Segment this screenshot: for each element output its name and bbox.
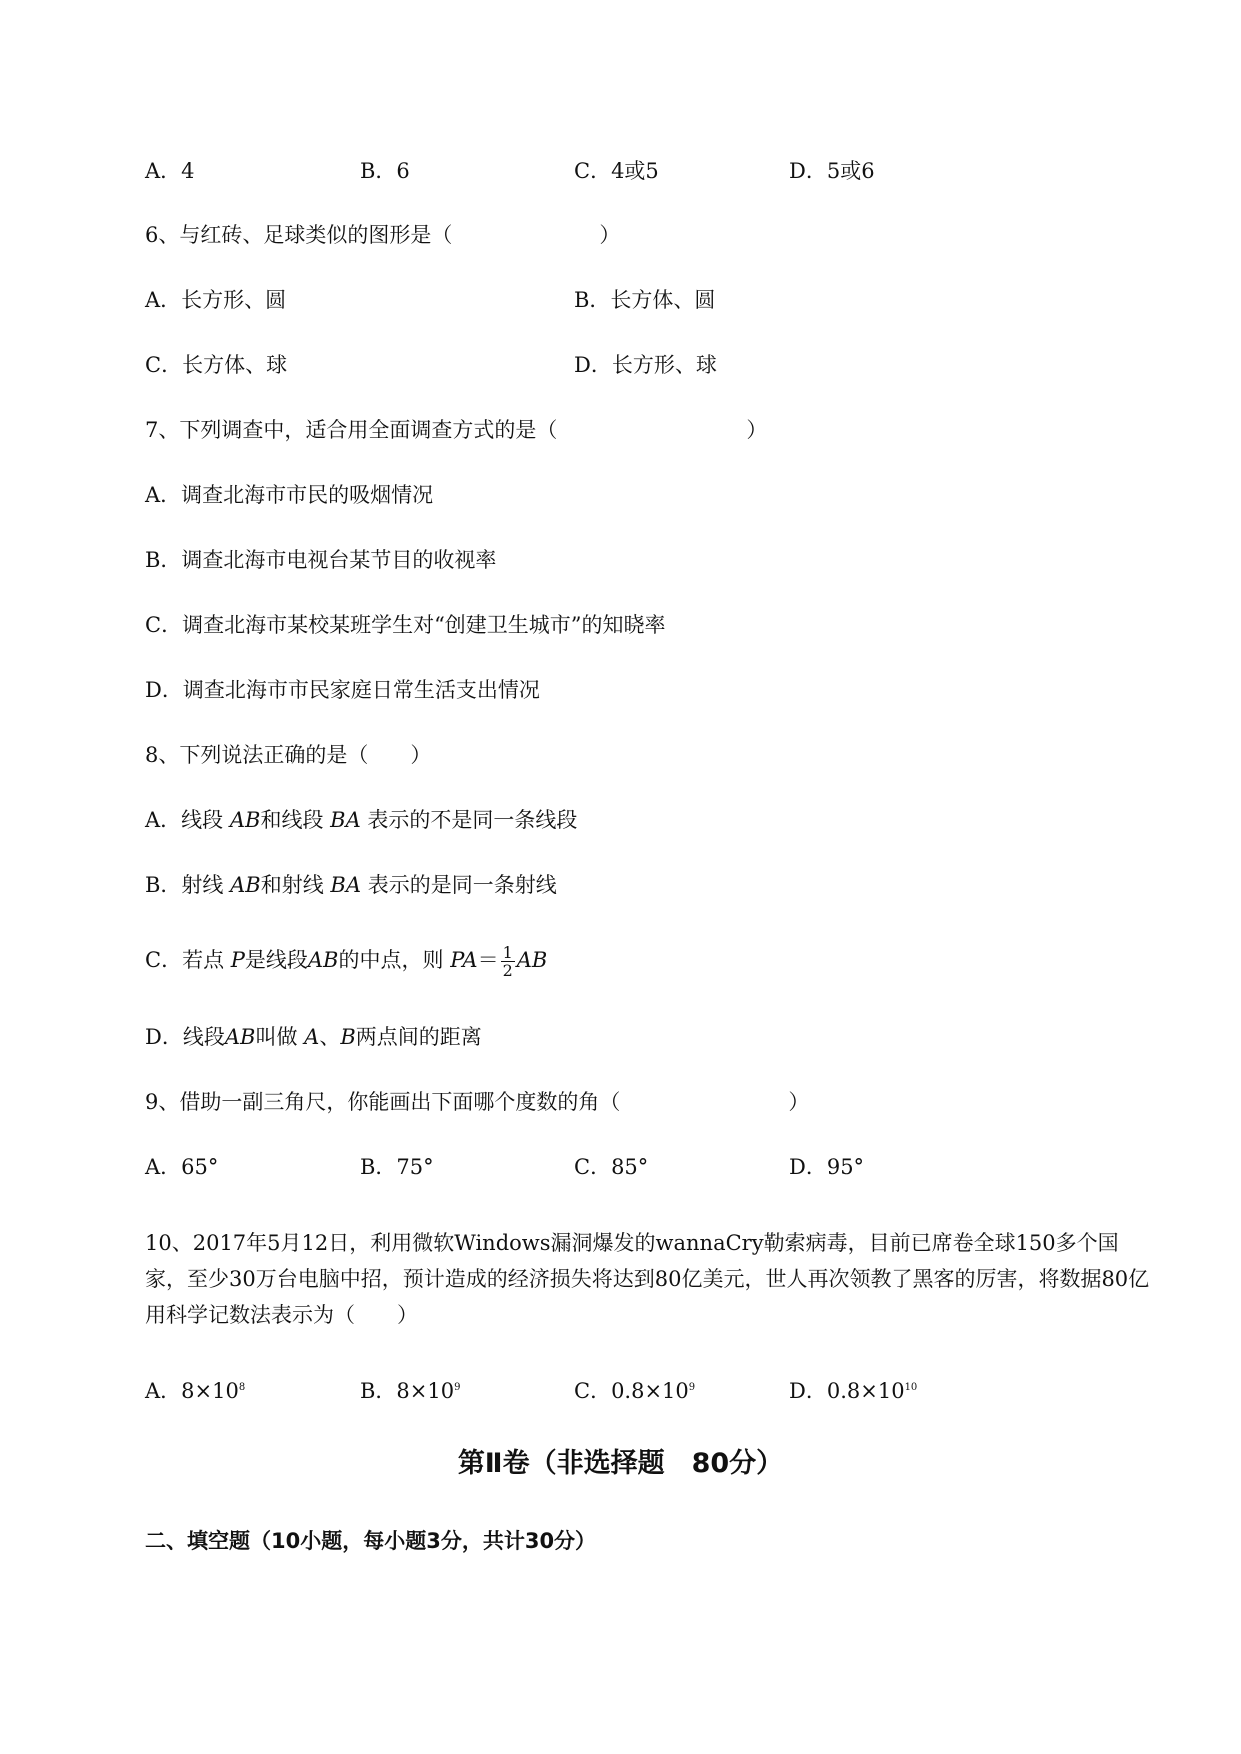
math-var: AB (516, 948, 548, 972)
q5-option-a: A．4 (145, 159, 195, 183)
q8-option-b (145, 871, 557, 899)
q7-option-b: B．调查北海市电视台某节目的收视率 (145, 548, 497, 572)
q6-option-d: D．长方形、球 (574, 353, 717, 377)
text: B．8×10 (360, 1379, 455, 1403)
q10-option-a (145, 1374, 245, 1405)
q10-option-b (360, 1374, 461, 1405)
exponent: 9 (688, 1382, 696, 1393)
text: D．0.8×10 (789, 1379, 905, 1403)
text: 、 (319, 1025, 341, 1049)
q7-option-c: C．调查北海市某校某班学生对“创建卫生城市”的知晓率 (145, 613, 666, 637)
part2-subtitle: 二、填空题（10小题，每小题3分，共计30分） (145, 1529, 597, 1553)
q9-option-a: A．65° (145, 1155, 219, 1179)
q6-option-a: A．长方形、圆 (145, 288, 287, 312)
exponent: 8 (238, 1382, 246, 1393)
text: C．0.8×10 (574, 1379, 689, 1403)
text: 两点间的距离 (355, 1025, 482, 1049)
text: 叫做 (255, 1025, 305, 1049)
fraction-one-half (501, 944, 515, 979)
text: 表示的不是同一条线段 (360, 808, 578, 832)
q10-stem: 10、2017年5月12日，利用微软Windows漏洞爆发的wannaCry勒索病毒，目前已席卷全球150多个国家，至少30万台电脑中招，预计造成的经济损失将达到80亿美元，世人再次领教了黑客的厉害，将数据80亿用科学记数法表示为（ ） (145, 1231, 1150, 1327)
q7-stem: 7、下列调查中，适合用全面调查方式的是（ ） (145, 418, 768, 442)
q6-stem: 6、与红砖、足球类似的图形是（ ） (145, 223, 621, 247)
math-var: BA (330, 808, 361, 832)
exponent: 9 (454, 1382, 461, 1393)
text: C．若点 (145, 948, 231, 972)
q7-option-d: D．调查北海市市民家庭日常生活支出情况 (145, 678, 540, 702)
q10-option-c (574, 1374, 695, 1405)
equals-sign: ＝ (477, 948, 499, 972)
fraction-denominator: 2 (502, 961, 513, 980)
q5-option-c: C．4或5 (574, 159, 659, 183)
fraction-numerator: 1 (502, 943, 513, 962)
text: B．射线 (145, 873, 231, 897)
exponent: 10 (904, 1382, 918, 1393)
text: 的中点，则 (338, 948, 451, 972)
math-var: B (340, 1025, 356, 1049)
text: 表示的是同一条射线 (361, 873, 557, 897)
q7-option-a: A．调查北海市市民的吸烟情况 (145, 483, 434, 507)
math-var: BA (330, 873, 362, 897)
math-var: P (230, 948, 245, 972)
q8-option-c (145, 944, 547, 979)
text: D．线段 (145, 1025, 225, 1049)
text: 和线段 (260, 808, 331, 832)
q5-option-b: B．6 (360, 159, 410, 183)
q6-option-b: B．长方体、圆 (574, 288, 716, 312)
text: 和射线 (260, 873, 331, 897)
q9-option-c: C．85° (574, 1155, 649, 1179)
math-var: A (304, 1025, 320, 1049)
q10-option-d (789, 1374, 917, 1405)
q8-stem: 8、下列说法正确的是（ ） (145, 743, 432, 767)
math-var: AB (230, 873, 261, 897)
math-var: AB (224, 1025, 256, 1049)
text: A．线段 (145, 808, 230, 832)
q9-option-b: B．75° (360, 1155, 434, 1179)
q9-option-d: D．95° (789, 1155, 865, 1179)
math-var: AB (307, 948, 339, 972)
part2-title: 第Ⅱ卷（非选择题 80分） (457, 1448, 784, 1479)
q6-option-c: C．长方体、球 (145, 353, 288, 377)
q8-option-d (145, 1023, 482, 1051)
q8-option-a (145, 806, 577, 834)
text: A．8×10 (145, 1379, 239, 1403)
q9-stem: 9、借助一副三角尺，你能画出下面哪个度数的角（ ） (145, 1090, 810, 1114)
q5-option-d: D．5或6 (789, 159, 875, 183)
math-var: PA (450, 948, 478, 972)
math-var: AB (229, 808, 261, 832)
text: 是线段 (244, 948, 308, 972)
